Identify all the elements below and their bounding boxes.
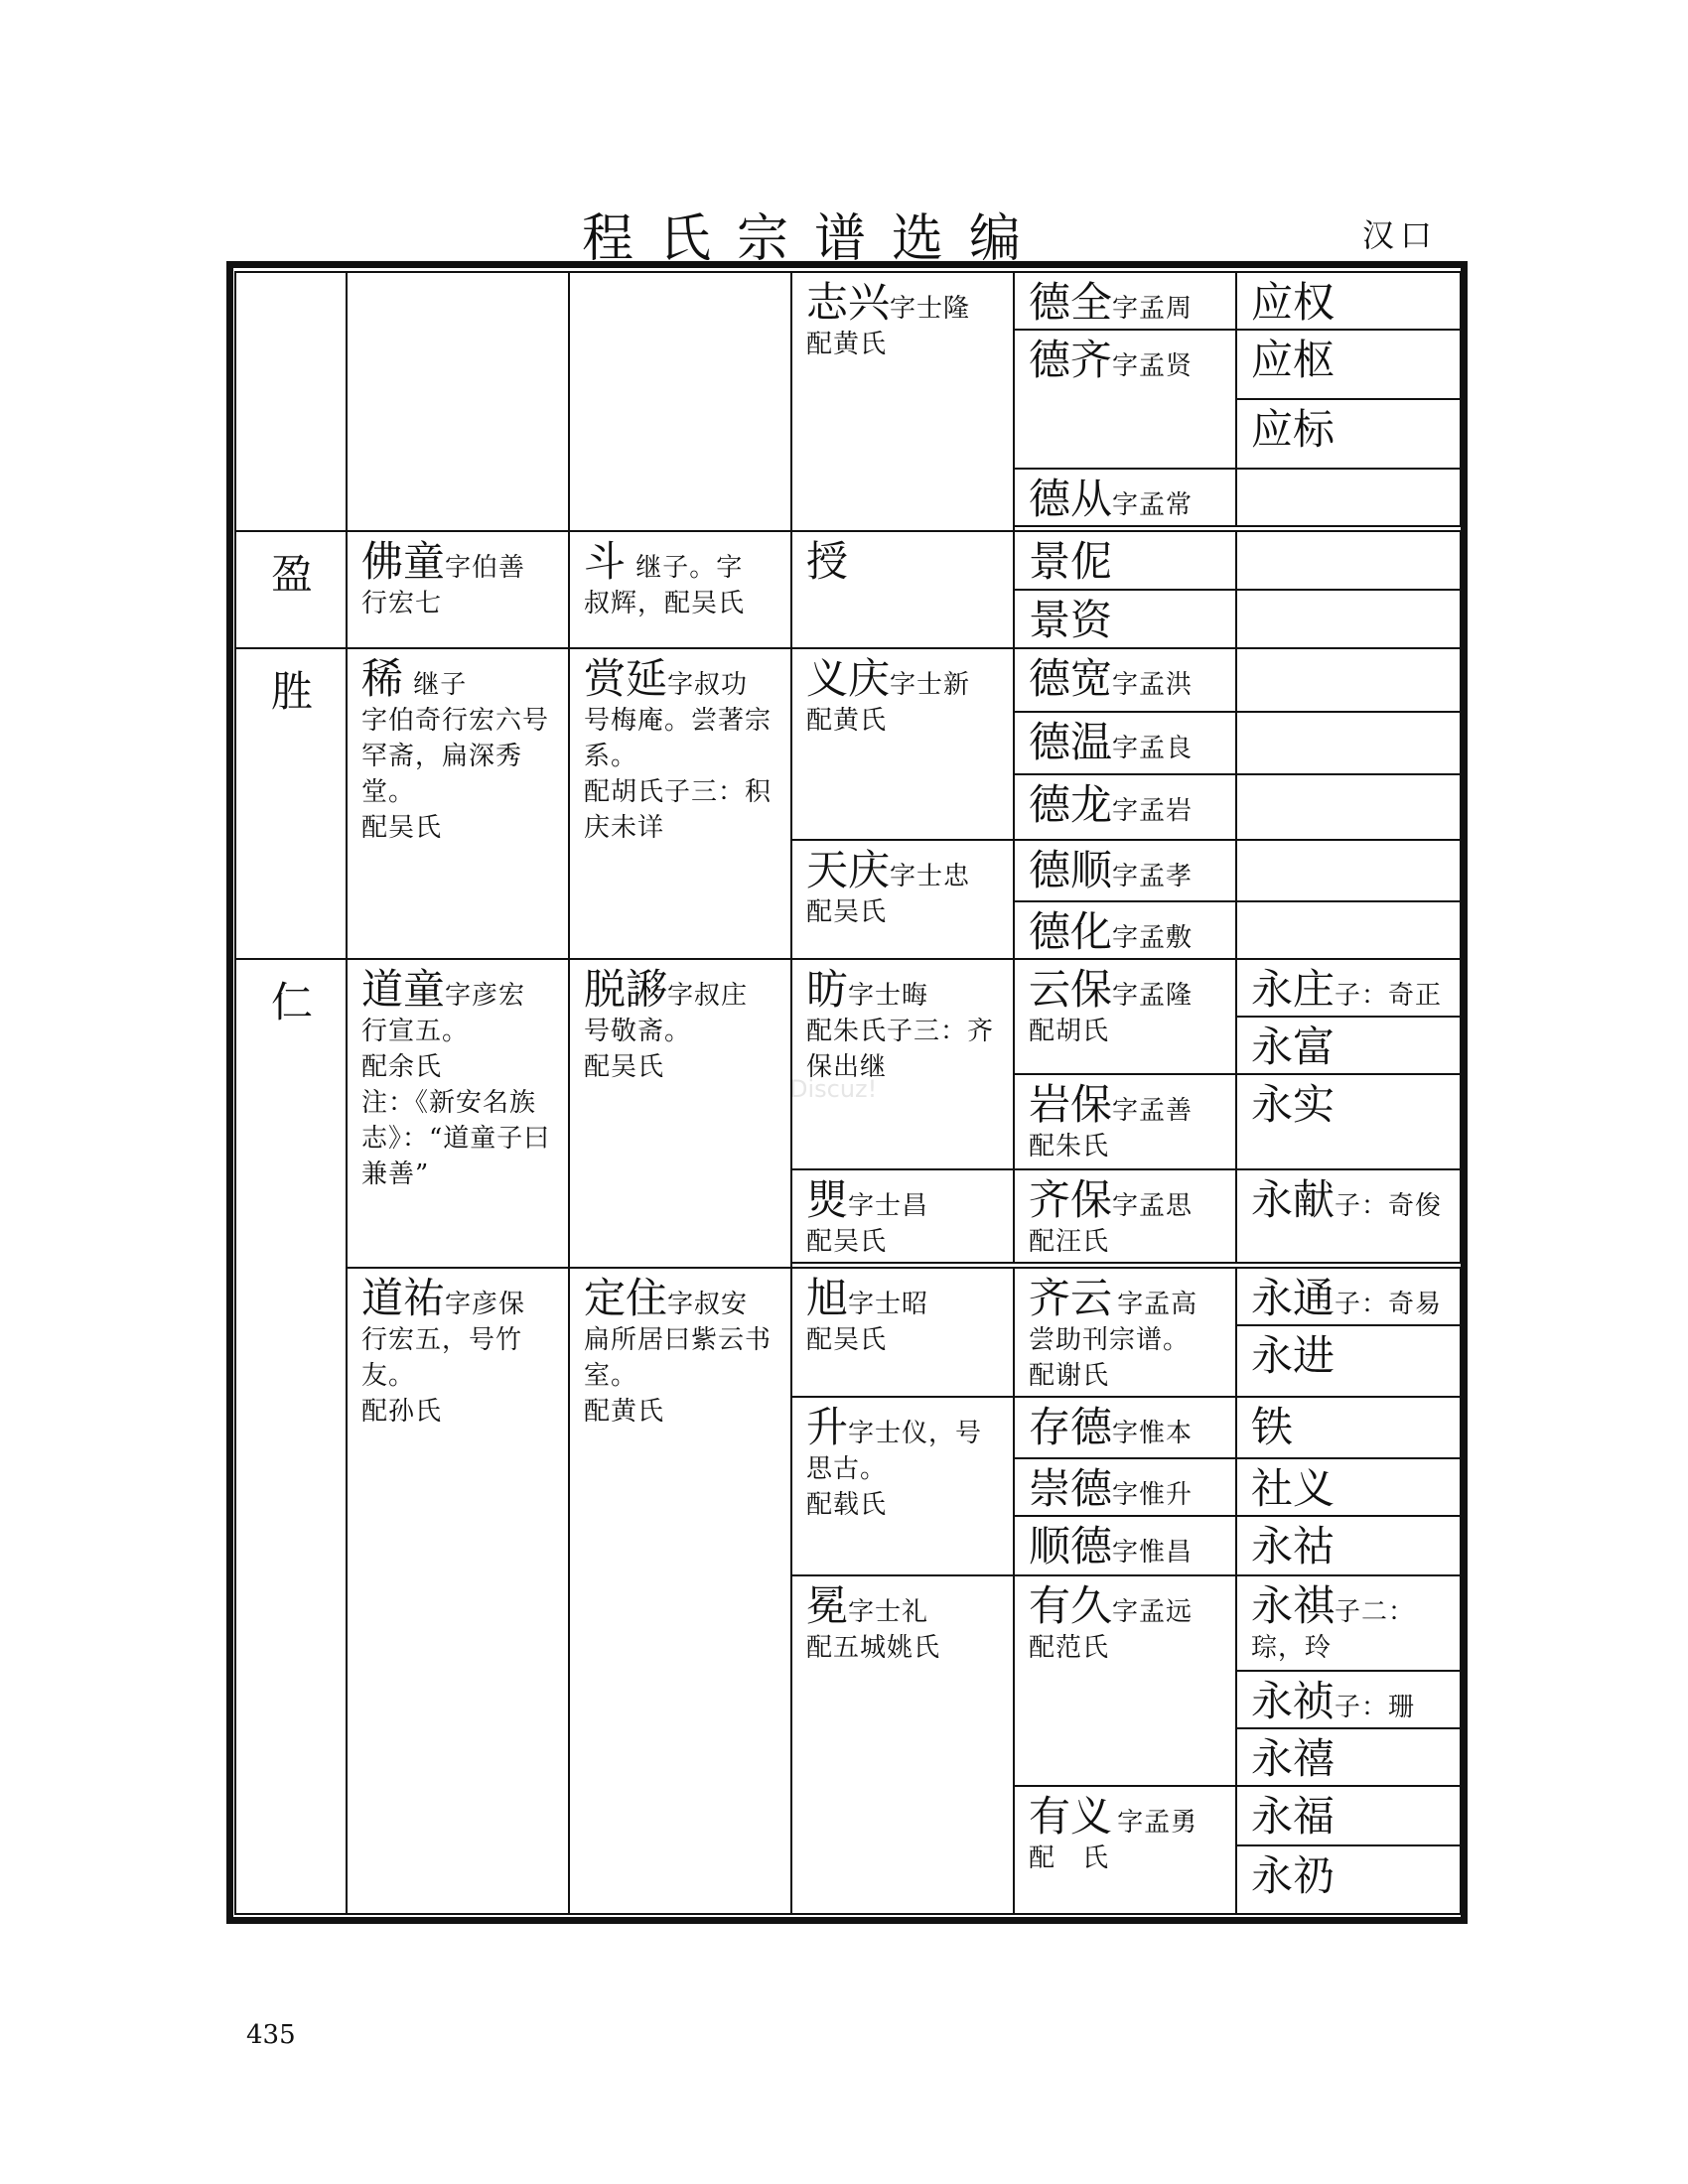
watermark: Discuz! [789, 1075, 878, 1103]
empty-cell [1236, 712, 1461, 774]
name: 存德 [1029, 1402, 1113, 1451]
note: 扁所居曰紫云书室。 [584, 1324, 773, 1391]
empty-cell [1236, 648, 1461, 712]
person-qiyun [1014, 1268, 1236, 1397]
person-daotong [347, 959, 569, 1268]
person-yongshi [1236, 1074, 1461, 1169]
page-number: 435 [246, 2020, 296, 2050]
courtesy: 子：奇易 [1335, 1289, 1443, 1319]
person-yongren [1236, 1845, 1461, 1915]
person-yingshu [1236, 330, 1461, 399]
spouse: 配汪氏 [1029, 1226, 1110, 1257]
person-fang [791, 959, 1014, 1169]
person-qibao [1014, 1169, 1236, 1263]
courtesy: 字孟勇 [1117, 1807, 1198, 1838]
spouse: 配黄氏 [584, 1396, 665, 1427]
courtesy: 字士晦 [848, 980, 929, 1011]
name: 永实 [1251, 1079, 1336, 1129]
person-jingni [1014, 531, 1236, 590]
name: 冕 [806, 1580, 849, 1630]
name: 崇德 [1029, 1463, 1113, 1513]
spouse: 配谢氏 [1029, 1360, 1110, 1391]
empty-cell [1236, 590, 1461, 648]
name: 赏延 [584, 653, 668, 703]
courtesy: 字士新 [890, 669, 971, 700]
spouse: 配范氏 [1029, 1632, 1110, 1663]
spouse: 配吴氏 [806, 1324, 888, 1355]
person-dewen [1014, 712, 1236, 774]
person-daoyou [347, 1268, 569, 1915]
courtesy: 字彦保 [445, 1289, 526, 1319]
name: 永庄 [1251, 964, 1336, 1014]
empty-cell [1236, 901, 1461, 959]
person-tianqing [791, 840, 1014, 959]
person-sheyi [1236, 1458, 1461, 1516]
courtesy: 字孟隆 [1112, 980, 1194, 1011]
annotation: 注：《新安名族志》：“道童子曰兼善” [361, 1087, 551, 1189]
name: 有义 [1029, 1791, 1113, 1841]
courtesy: 字孟善 [1112, 1095, 1194, 1126]
person-yiqing [791, 648, 1014, 840]
courtesy: 字惟本 [1112, 1418, 1194, 1448]
name: 铁 [1251, 1402, 1294, 1451]
name: 应标 [1251, 405, 1336, 454]
name: 昉 [806, 964, 849, 1014]
person-ying2 [791, 1169, 1014, 1263]
name: 永进 [1251, 1330, 1336, 1380]
courtesy: 字叔庄 [667, 980, 749, 1011]
person-yingbiao [1236, 399, 1461, 469]
empty-cell [1236, 469, 1461, 526]
person-yongqi [1236, 1575, 1461, 1671]
note: 行宣五。 [361, 1016, 470, 1046]
spouse: 配孙氏 [361, 1396, 443, 1427]
name: 齐云 [1029, 1273, 1113, 1322]
person-jingzi [1014, 590, 1236, 648]
name: 永祯 [1251, 1676, 1336, 1725]
person-shunde [1014, 1516, 1236, 1575]
spouse: 配吴氏 [806, 1226, 888, 1257]
name: 永福 [1251, 1791, 1336, 1841]
name: 齐保 [1029, 1174, 1113, 1224]
person-xi [347, 648, 569, 959]
empty-cell [1236, 774, 1461, 840]
name: 斗 [584, 536, 627, 586]
person-yongjin [1236, 1325, 1461, 1397]
courtesy: 子二： [1335, 1596, 1416, 1627]
person-shou [791, 531, 1014, 648]
generation-ying: 盈 [235, 531, 347, 648]
name: 升 [806, 1402, 849, 1451]
person-youyi [1014, 1786, 1236, 1915]
empty-cell [1236, 531, 1461, 590]
name: 永禧 [1251, 1733, 1336, 1783]
person-yongtong [1236, 1268, 1461, 1325]
person-yunbao [1014, 959, 1236, 1074]
person-decong [1014, 469, 1236, 526]
person-yongfu [1236, 1017, 1461, 1074]
name: 义庆 [806, 653, 891, 703]
name: 景资 [1029, 595, 1113, 644]
spouse: 配 氏 [1029, 1843, 1110, 1873]
spouse: 配吴氏 [806, 896, 888, 927]
person-dehua [1014, 901, 1236, 959]
name: 德温 [1029, 717, 1113, 766]
note: 号梅庵。尝著宗系。 [584, 705, 773, 771]
spouse: 配黄氏 [806, 330, 888, 359]
note: 行宏七 [361, 588, 443, 618]
spouse: 配朱氏子三：齐保出继 [806, 1016, 995, 1082]
courtesy: 字孟敷 [1112, 922, 1194, 953]
note: 行宏五，号竹友。 [361, 1324, 523, 1391]
name: 煛 [806, 1174, 849, 1224]
note: 琮，玲 [1251, 1632, 1333, 1663]
courtesy: 字叔功 [667, 669, 749, 700]
courtesy: 字士昭 [848, 1289, 929, 1319]
spouse: 配胡氏子三：积庆未详 [584, 776, 773, 843]
note: 叔辉，配吴氏 [584, 588, 746, 618]
note: 思古。 [806, 1453, 888, 1484]
name: 永祺 [1251, 1580, 1336, 1630]
name: 道祐 [361, 1273, 446, 1322]
person-yongxi [1236, 1728, 1461, 1786]
person-dekuan [1014, 648, 1236, 712]
note: 尝助刊宗谱。 [1029, 1324, 1191, 1355]
generation-sheng: 胜 [235, 648, 347, 959]
courtesy: 子：奇俊 [1335, 1190, 1443, 1221]
courtesy: 继子。字 [635, 552, 744, 583]
name: 志兴 [806, 278, 891, 327]
genealogy-table [234, 271, 1462, 1915]
name: 永礽 [1251, 1850, 1336, 1900]
courtesy: 字士礼 [848, 1596, 929, 1627]
courtesy: 字惟升 [1112, 1479, 1194, 1510]
person-yongzhuang [1236, 959, 1461, 1017]
name: 德龙 [1029, 779, 1113, 829]
spouse: 配胡氏 [1029, 1016, 1110, 1046]
name: 德顺 [1029, 845, 1113, 894]
person-yingquan [1236, 272, 1461, 330]
person-deshun [1014, 840, 1236, 901]
courtesy: 字士隆 [890, 294, 971, 324]
name: 定住 [584, 1273, 668, 1322]
person-youjiu [1014, 1575, 1236, 1786]
name: 永献 [1251, 1174, 1336, 1224]
name: 授 [806, 536, 849, 586]
name: 道童 [361, 964, 446, 1014]
courtesy: 子：奇正 [1335, 980, 1443, 1011]
person-fotong [347, 531, 569, 648]
person-dingzhu [569, 1268, 791, 1915]
name: 云保 [1029, 964, 1113, 1014]
person-yongzhen [1236, 1671, 1461, 1728]
spouse: 配朱氏 [1029, 1131, 1110, 1161]
person-xu [791, 1268, 1014, 1397]
name: 佛童 [361, 536, 446, 586]
page-title: 程氏宗谱选编 [581, 209, 1047, 269]
courtesy: 字士昌 [848, 1190, 929, 1221]
person-yanbao [1014, 1074, 1236, 1169]
courtesy: 字孟高 [1117, 1289, 1198, 1319]
name: 有久 [1029, 1580, 1113, 1630]
gen-cell-empty [569, 272, 791, 531]
person-sheng2 [791, 1397, 1014, 1575]
name: 脱謻 [584, 964, 668, 1014]
spouse: 配吴氏 [361, 812, 443, 843]
generation-ren: 仁 [235, 959, 347, 1914]
name: 德化 [1029, 906, 1113, 956]
name: 德全 [1029, 278, 1113, 327]
courtesy: 字士忠 [890, 861, 971, 891]
spouse: 配黄氏 [806, 705, 888, 736]
spouse: 配载氏 [806, 1489, 888, 1520]
name: 景伲 [1029, 536, 1113, 586]
name: 稀 [361, 653, 404, 703]
name: 社义 [1251, 1463, 1336, 1513]
person-dou [569, 531, 791, 648]
person-deqi [1014, 330, 1236, 469]
empty-cell [1236, 840, 1461, 901]
name: 应权 [1251, 278, 1336, 327]
gen-cell-empty [235, 272, 347, 531]
person-chongde [1014, 1458, 1236, 1516]
courtesy: 字惟昌 [1112, 1537, 1194, 1568]
courtesy: 字孟良 [1112, 733, 1194, 763]
person-yonghu [1236, 1516, 1461, 1575]
place-name: 汉口 [1362, 216, 1439, 254]
gen-cell-empty [347, 272, 569, 531]
name: 天庆 [806, 845, 891, 894]
spouse: 配吴氏 [584, 1051, 665, 1082]
courtesy: 字伯善 [445, 552, 526, 583]
courtesy: 字孟孝 [1112, 861, 1194, 891]
courtesy: 字孟周 [1112, 294, 1194, 324]
spouse: 配五城姚氏 [806, 1632, 941, 1663]
name: 顺德 [1029, 1521, 1113, 1570]
person-zhixing [791, 272, 1014, 531]
name: 德宽 [1029, 653, 1113, 703]
courtesy: 字孟洪 [1112, 669, 1194, 700]
person-cunde [1014, 1397, 1236, 1458]
courtesy: 子：珊 [1335, 1692, 1416, 1722]
person-mian [791, 1575, 1014, 1915]
spouse: 配余氏 [361, 1051, 443, 1082]
name: 旭 [806, 1273, 849, 1322]
name: 德齐 [1029, 336, 1113, 384]
courtesy: 字孟常 [1112, 490, 1194, 520]
person-yongfu2 [1236, 1786, 1461, 1845]
courtesy: 字彦宏 [445, 980, 526, 1011]
courtesy: 字士仪，号 [848, 1418, 983, 1448]
person-tuoyi [569, 959, 791, 1268]
person-dequan [1014, 272, 1236, 330]
person-tie [1236, 1397, 1461, 1458]
courtesy: 字叔安 [667, 1289, 749, 1319]
note: 字伯奇行宏六号罕斋，扁深秀堂。 [361, 705, 550, 807]
name: 岩保 [1029, 1079, 1113, 1129]
note: 号敬斋。 [584, 1016, 692, 1046]
name: 应枢 [1251, 336, 1336, 384]
name: 永富 [1251, 1022, 1336, 1071]
name: 德从 [1029, 475, 1113, 523]
name: 永通 [1251, 1273, 1336, 1322]
courtesy: 字孟贤 [1112, 351, 1194, 381]
person-delong [1014, 774, 1236, 840]
courtesy: 字孟思 [1112, 1190, 1194, 1221]
name: 永祜 [1251, 1521, 1336, 1570]
person-yongxian [1236, 1169, 1461, 1263]
courtesy: 继子 [413, 669, 468, 700]
courtesy: 字孟远 [1112, 1596, 1194, 1627]
courtesy: 字孟岩 [1112, 795, 1194, 826]
person-shangyan [569, 648, 791, 959]
